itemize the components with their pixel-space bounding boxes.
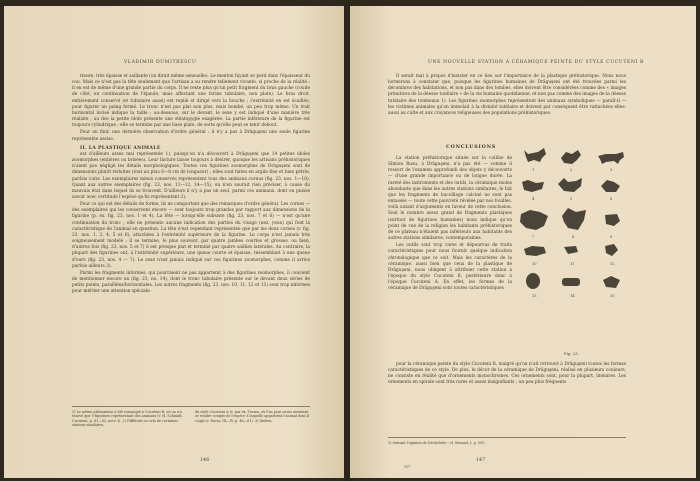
figure-number: 5 — [570, 197, 573, 201]
paragraph: Pour ce qui est des détails de forme, ils ne comportent que des remarques d'ordre général. Les cornes — des exemplaires qui les conservent encore — sont toujours trop grandes par rapport aux dimensions de la figurine (p. ex. fig. 23, nos. 1 et 4). La tête — lorsqu'elle subsiste (fig. 23, nos. 7 et 8) — n'est qu'une continuation du tronc ; elle ne présente aucune indication des parties du visage (nez, yeux) qui font la caractéristique de l'animal en question. La tête n'est cependant représentée que par les deux cornes (v. fig. 23, nos. 1, 2, 4, 5 et 6), attachées à l'extrémité supérieure de la figurine. Le corps n'est jamais très soigneusement modelé ; il se termine, le plus souvent, par quatre jambes courtes et grosses, ou bien, d'autres fois (fig. 23, nos. 5 et 7) il est presque plat et terminé par quatre saillies latérales. Au contraire, la plupart des figurines ont, à l'extrémité supérieure, une queue courte et épaisse, ressemblant à une queue d'ours (fig. 23, nos. 4 — 7). Le sexe n'est jamais indiqué sur ces figurines zoomorphes, comme il arrive parfois ailleurs 3). — [72, 202, 310, 269]
running-head-left: VLADIMIR DUMITRESCU — [124, 60, 197, 65]
right-page — [350, 6, 696, 478]
footnotes-right: 1) Suivant l'opinion de Déchelette ; cf. Manuel, I, p. 595. — [388, 437, 626, 445]
paragraph: Pour en finir, une dernière observation d'ordre général : il n'y a pas à Drăguşeni une seule figurine représentée assise. — [72, 130, 310, 142]
figure-number: 3 — [610, 168, 613, 172]
figurine-image — [558, 206, 588, 232]
figure-caption: Fig. 23. — [564, 351, 579, 356]
paragraph: Il serait mal à propos d'insister en ce lieu sur l'importance de la plastique préhistorique. Nous nous bornerons à constater que, puisque les figurines humaines de Drăguşeni ont été trouvées parmi les décombres des habitations, et non pas dans des tombes, elles doivent être considérées comme des « images primitives de la déesse tutélaire » de la vie humaine quotidienne, et non pas comme des images de la déesse tutélaire des tombeaux 1). Les figurines zoomorphes représentent des animaux symboliques — paraît-il — les victimes animales qu'on immolait à la divinité tutélaire et doivent par conséquent être rattachées elles-aussi au culte et aux croyances religieuses des populations préhistoriques. — [388, 74, 626, 116]
figure-number: 10 — [532, 262, 537, 266]
figurine-image — [558, 148, 584, 166]
left-page — [4, 6, 344, 478]
figure-number: 6 — [610, 197, 613, 201]
figurine-image — [562, 244, 580, 256]
right-full-text — [388, 362, 626, 388]
figurine-image — [556, 176, 584, 194]
figure-number: 15 — [610, 294, 615, 298]
figurine-image — [602, 242, 620, 258]
section-title: II. LA PLASTIQUE ANIMALE — [80, 145, 161, 151]
paragraph: rieure, très épaisse et saillante (on dirait même sensuelle). Le menton fuyant se perd dans l'épaisseur du cou. Mais ce n'est pas la tête seulement que l'artisan a su rendre tellement vivante, si proche de la réalité : il en est de même d'une grande partie du corps. Il ne reste plus qu'un petit fragment du bras gauche (coude de côté, en continuation de l'épaule, mais affectant une forme tubulaire, non plate). Le bras droit, entièrement conservé (et tubulaire aussi) est replié et dirigé vers la bouche ; l'extrémité en est écaillée, pour figurer un poing fermé. Le tronc n'est pas plat non plus, mais bombé, un peu trop même. Un trait horizontal incisé indique la taille ; au-dessous, sur le devant, le sexe y est indiqué d'une manière très réaliste ; au dos la petite idole présente une stéatopygie exagérée. La partie inférieure de la figurine est toujours cylindrique ; elle se termine par une base plate, de sorte qu'elle peut se tenir debout. — [72, 74, 310, 129]
figurine-image — [596, 150, 626, 166]
figurine-image — [520, 146, 550, 164]
figurine-image — [518, 208, 550, 232]
paragraph: est d'ailleurs assez mal représentée 1), puisqu'on n'a découvert à Drăguşeni que 14 petites idoles zoomorphes (entières ou brisées). Leur facture laisse toujours à désirer, quoique les artisans préhistoriques n'aient pas négligé les détails morphologiques. Toutes ces figurines zoomorphes de Drăguşeni sont de dimensions plutôt réduites (tout au plus 6—8 cm de longueur) ; elles sont faites en argile fine et bien pétrie, parfois cuite. Les exemplaires mieux conservés représentent tous des animaux cornus (fig. 23, nos. 1—10). Quant aux autres exemplaires (fig. 23, nos. 11—12, 14—15), on n'en saurait rien préciser, à cause du mauvais état dans lequel ils se trouvent. D'ailleurs il n'y a pas un seul, parmi ces animaux, dont on puisse savoir avec certitude l'espèce qu'ils représentent 2). — [72, 151, 310, 200]
figure-number: 8 — [572, 235, 575, 239]
page-number-left: 146 — [200, 458, 210, 463]
figure-number: 14 — [570, 294, 575, 298]
figure-number: 12 — [610, 262, 615, 266]
footnotes-left — [72, 406, 310, 428]
figure-number: 7 — [532, 235, 535, 239]
running-head-right: UNE NOUVELLE STATION À CÉRAMIQUE PEINTE DU STYLE CUCUTENI B — [428, 60, 645, 65]
right-intro-text — [388, 74, 626, 118]
page-number-right: 147 — [476, 458, 486, 463]
figurine-image — [598, 178, 622, 194]
figurine-image — [560, 276, 582, 288]
figure-number: 4 — [532, 197, 535, 201]
printer-signature: 10* — [404, 465, 411, 469]
figurine-image — [602, 212, 622, 228]
figure-number: 11 — [570, 262, 575, 266]
paragraph: Parmi les fragments informes, qui pourraient ne pas appartenir à des figurines zoomorphes, il convient de mentionner encore un (fig. 23, no. 14), dont le tronc tubulaire présente sur le devant deux séries de petits points, parallèles/horizontales. Les autres fragments (fig. 23, nos. 10, 11, 12 et 13) sont trop informes pour mériter une attention spéciale. — [72, 270, 310, 295]
conclusions-heading: CONCLUSIONS — [446, 144, 497, 150]
paragraph: La station préhistorique située sur la colline de Sîmion Rusu, à Drăguşeni, n'a pas été — comme il ressort de l'examen approfondi des objets y découverts — d'une grande importance ou de longue durée. La rareté des instruments et des outils, la céramique moins abondante que dans les autres stations similaires, le fait que les fragments de bucolllage calciné ne sont pas entassés — toute cette pauvreté révélée par nos fouilles, voilà autant d'arguments en faveur de cette conclusion. Seul le nombre assez grand de fragments plastiques (surtout de figurines humaines) nous indique qu'on point de vue de la religion les habitants préhistoriques de ce plateau n'étaient pas inférieurs aux habitants des autres stations similaires, contemporaines. — [388, 156, 512, 242]
figure-number: 1 — [532, 168, 535, 172]
figure-number: 13 — [532, 294, 537, 298]
figurine-image — [522, 244, 548, 258]
figure-plate — [518, 146, 630, 358]
figure-number: 9 — [610, 235, 613, 239]
footnote-column: du style Cucuteni A (v. par ex. Traian, où l'on peut assez aisément se rendre compte de l'espèce à laquelle appartient l'animal dont il s'agit (v. Dacia, III—IV, p. 46—61). 3) Ibidem. — [195, 410, 310, 423]
paragraph: Les outils sont trop rares et dépourvus de traits caractéristiques pour nous fournir quelque indication chronologique que ce soit. Mais les caractères de la céramique, aussi bien que ceux de la plastique de Drăguşeni, nous obligent à attribuer cette station à l'époque du style Cucuteni B, postérieure donc à l'époque Cucuteni A. En effet, les formes de la céramique de Drăguşeni sont toutes caractéristiques — [388, 243, 512, 292]
left-body-text — [72, 74, 310, 296]
footnote-column: 1) Le même phénomène a été remarqué à Cucuteni B, où on n'a trouvé que 9 figurines représentant des animaux (v. H. Schmidt, Cucuteni, p. 81—82, note 3). 2) Différent en cela de certaines stations similaires, — [72, 410, 183, 428]
figure-number: 2 — [570, 168, 573, 172]
figurine-image — [600, 274, 622, 290]
right-narrow-text — [388, 156, 512, 293]
paragraph: pour la céramique peinte du style Cucuteni B, malgré qu'on n'ait retrouvé à Drăguşeni toutes les formes caractéristiques de ce style. De plus, le décor de la céramique de Drăguşeni, réalisé en plusieurs couleurs, ne consiste en réalité que d'ornements monochromes. Ces ornements sont, pour la plupart, linéaires. Les ornements en spirale sont très rares et assez insignifiants ; un peu plus fréquents — [388, 362, 626, 386]
figurine-image — [520, 178, 546, 194]
figurine-image — [524, 272, 542, 290]
